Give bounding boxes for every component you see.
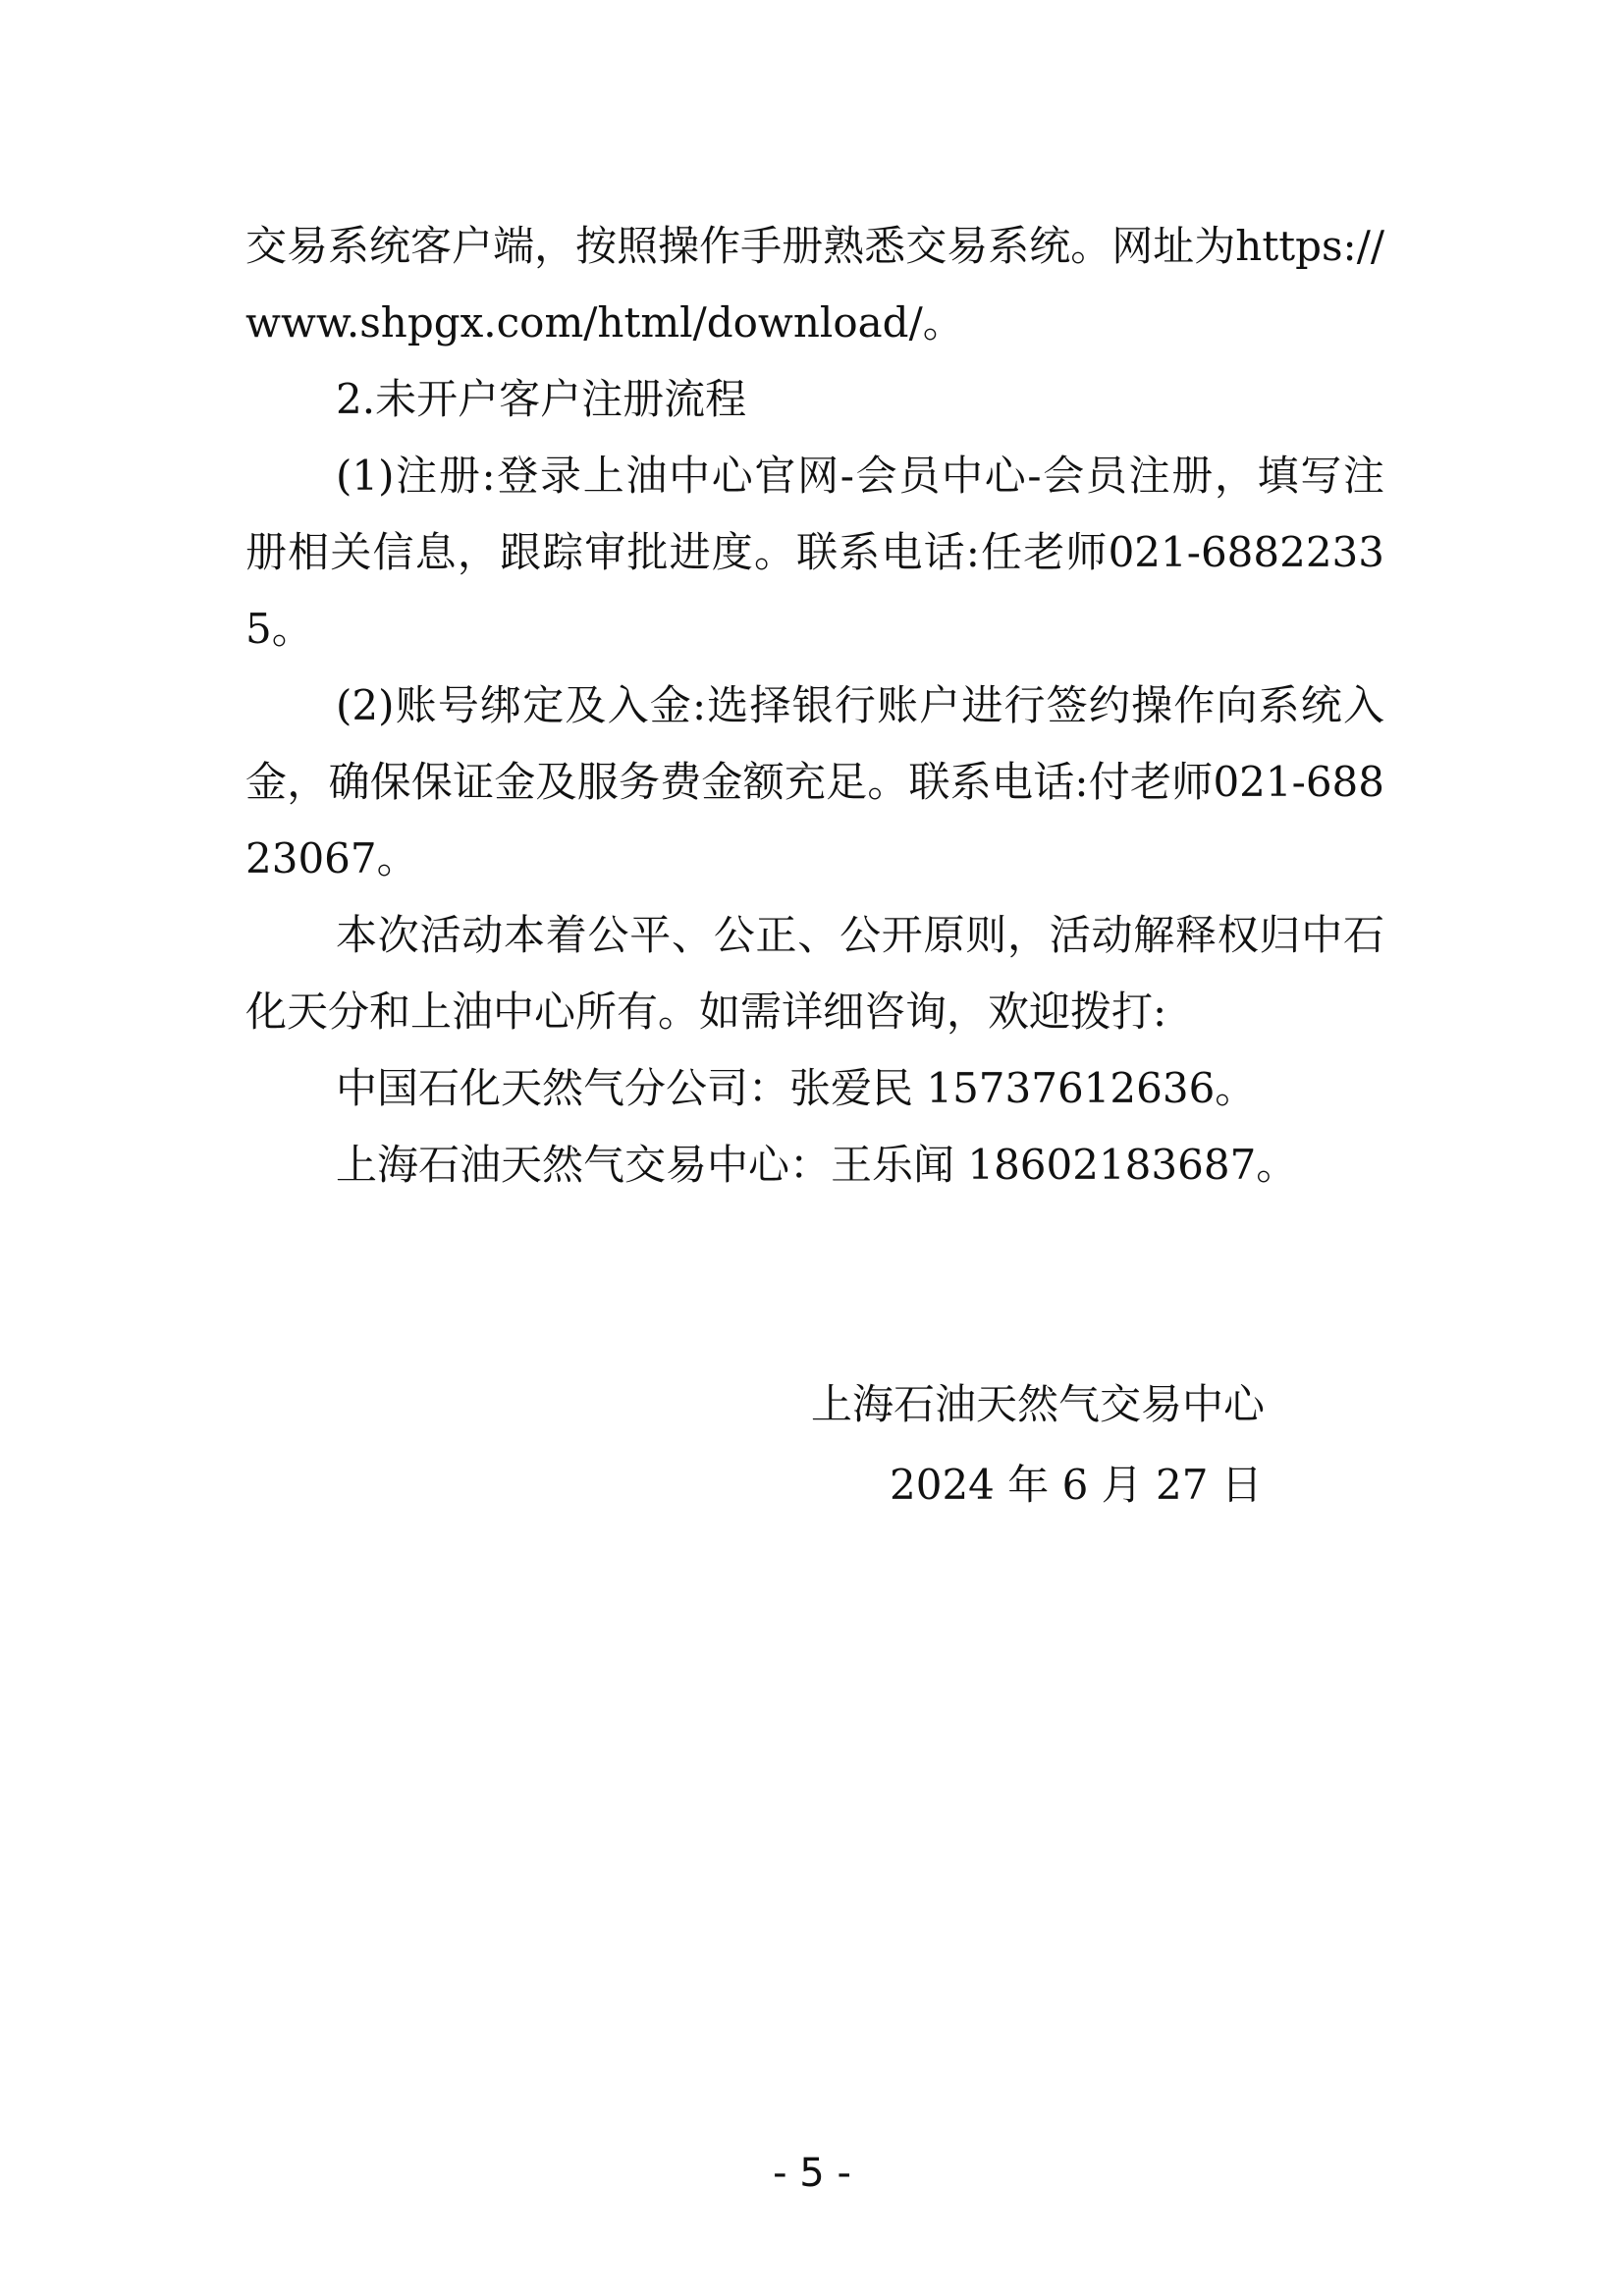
paragraph-registration-step: (1)注册:登录上油中心官网-会员中心-会员注册，填写注册相关信息，跟踪审批进度。联系电话:任老师021-68822335。 xyxy=(245,452,1384,653)
signature-date: 2024 年 6 月 27 日 xyxy=(890,1461,1263,1509)
signature-block xyxy=(0,1364,1624,1525)
contact-shpgx: 上海石油天然气交易中心：王乐闻 18602183687。 xyxy=(336,1141,1298,1189)
document-body xyxy=(245,208,1384,1203)
page-number: - 5 - xyxy=(773,2151,851,2196)
heading-registration-process: 2.未开户客户注册流程 xyxy=(336,375,747,423)
paragraph-activity-principles: 本次活动本着公平、公正、公开原则，活动解释权归中石化天分和上油中心所有。如需详细咨询，欢迎拨打: xyxy=(245,911,1384,1036)
paragraph-account-binding-step: (2)账号绑定及入金:选择银行账户进行签约操作向系统入金，确保保证金及服务费金额充足。联系电话:付老师021-68823067。 xyxy=(245,681,1384,882)
paragraph-trading-client: 交易系统客户端，按照操作手册熟悉交易系统。网址为https://www.shpgx.com/html/download/。 xyxy=(245,222,1384,347)
contact-sinopec: 中国石化天然气分公司：张爱民 15737612636。 xyxy=(336,1064,1257,1112)
signature-organization: 上海石油天然气交易中心 xyxy=(811,1380,1266,1428)
